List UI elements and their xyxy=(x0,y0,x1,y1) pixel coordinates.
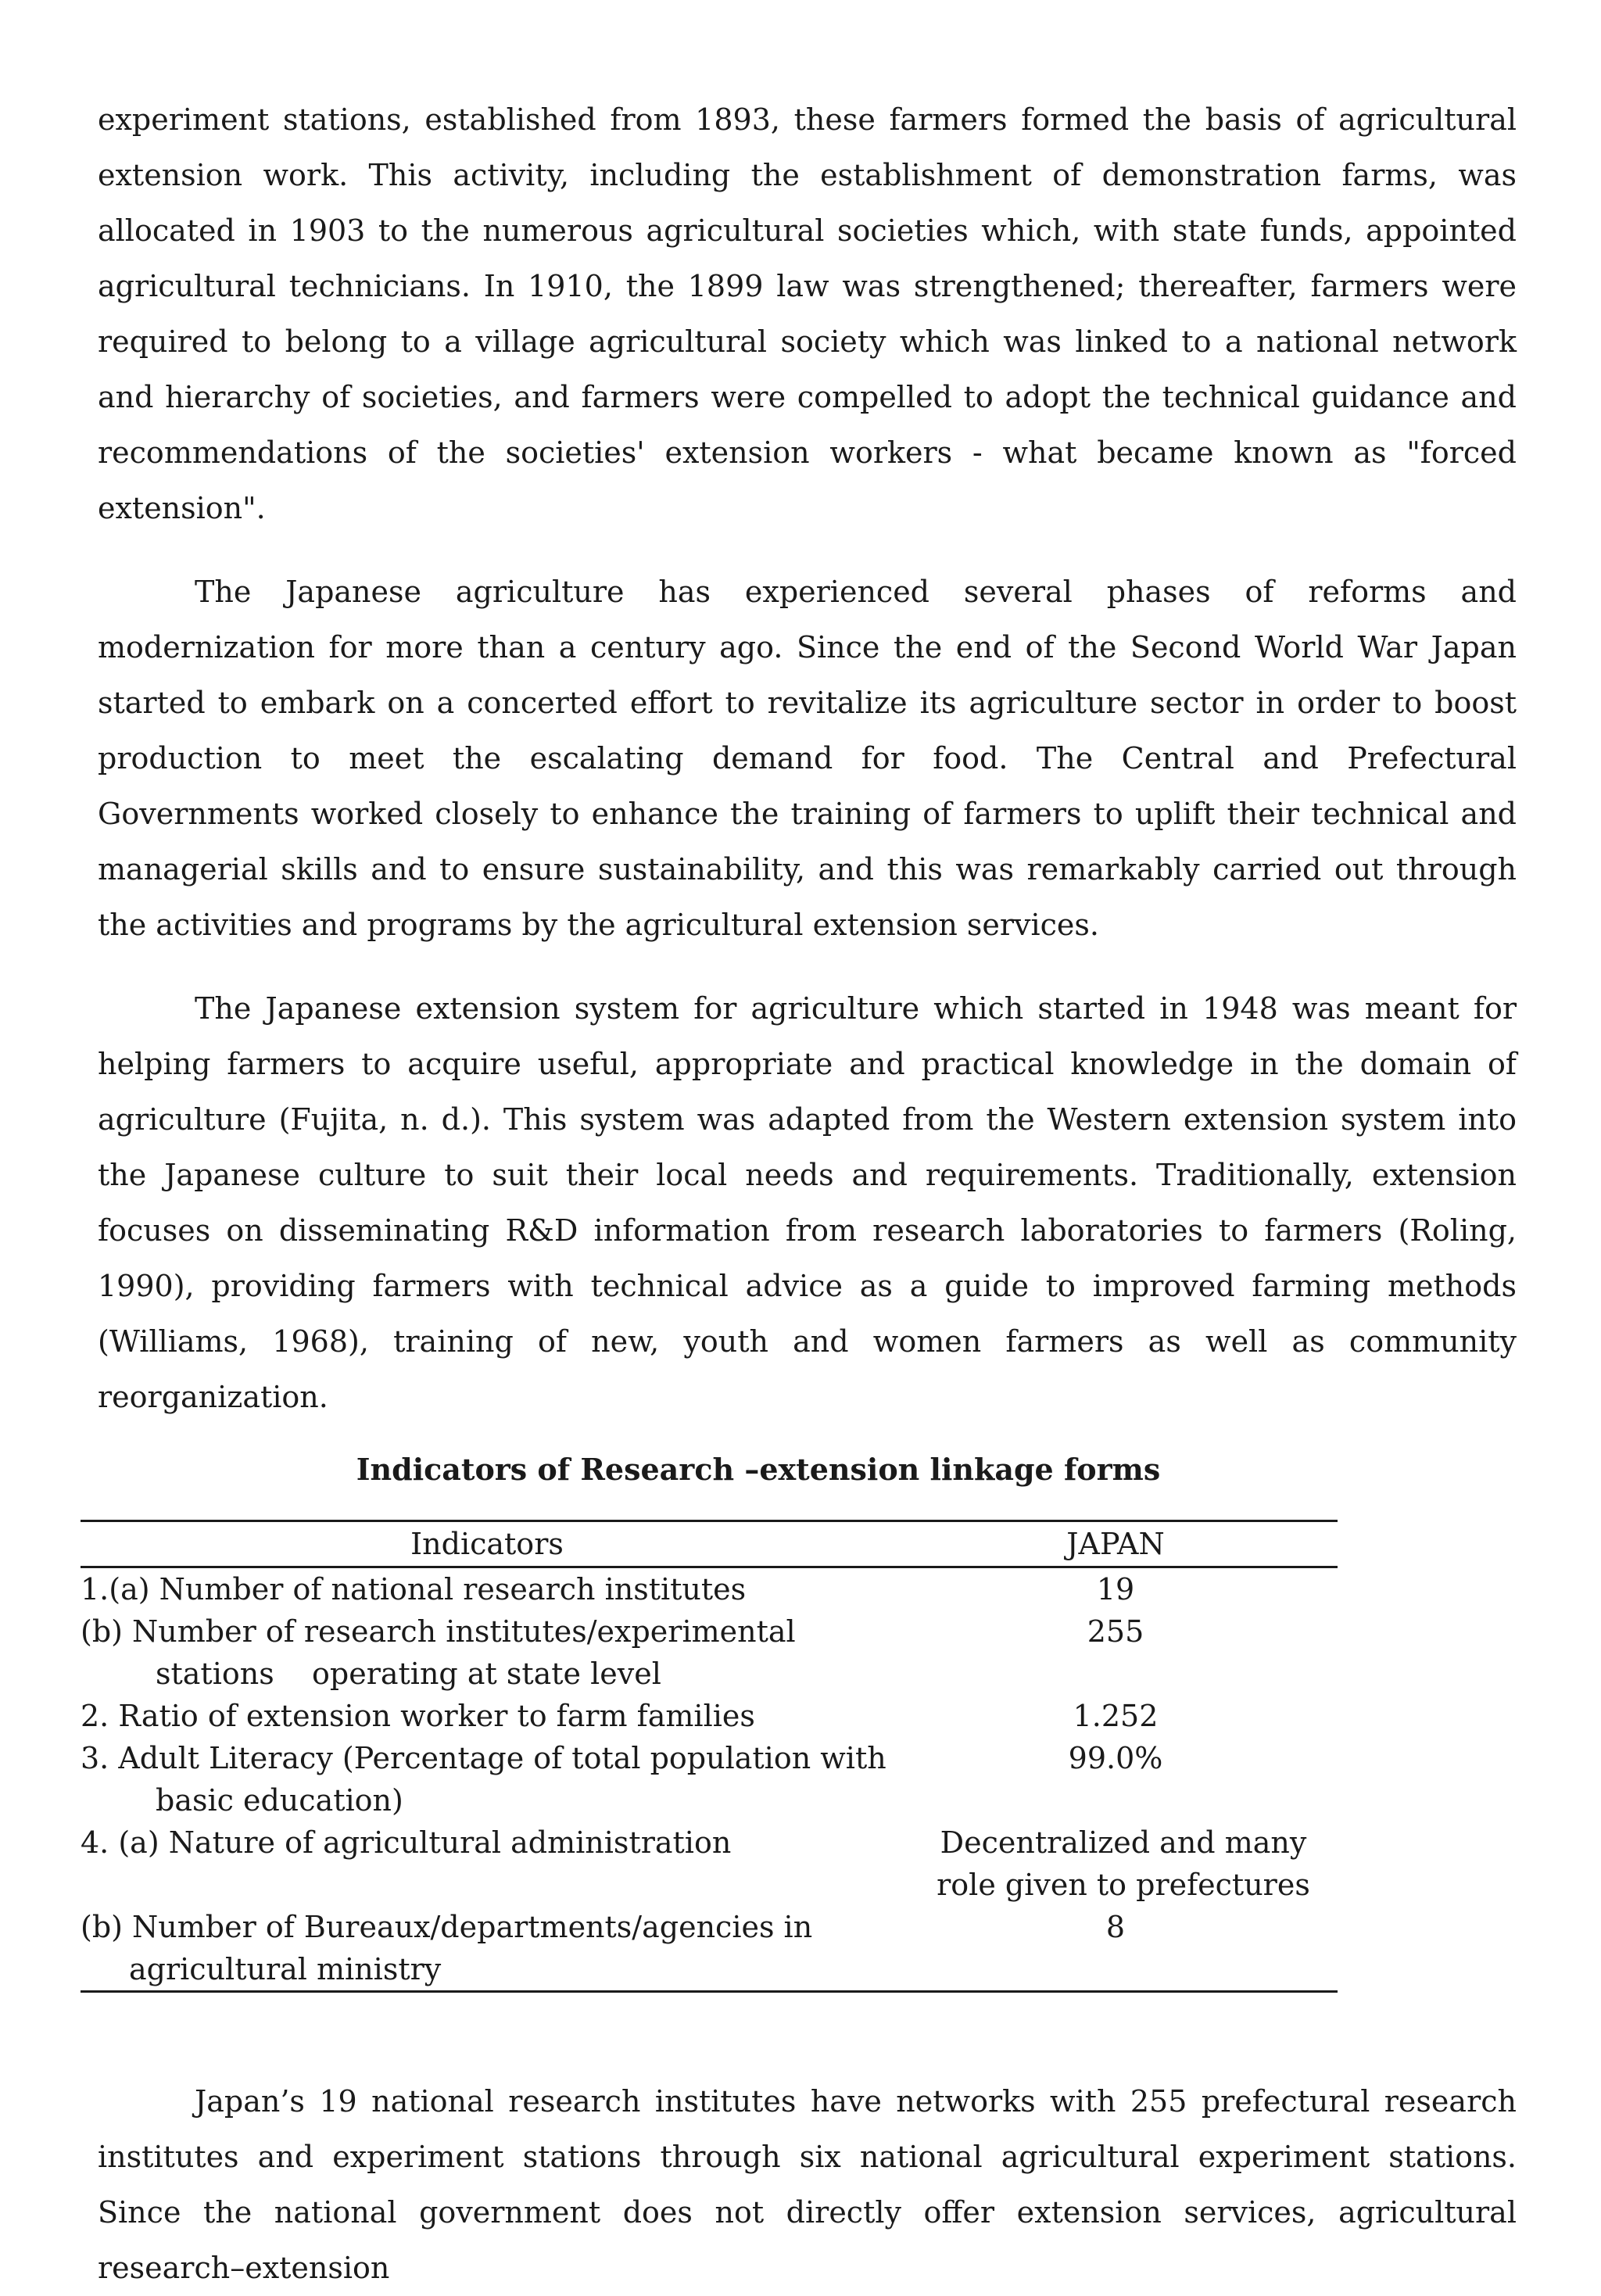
table-row xyxy=(81,1695,1338,1737)
row-4b-label xyxy=(81,1906,894,1992)
table-row xyxy=(81,1821,1338,1906)
table-title: Indicators of Research –extension linkage forms xyxy=(356,1452,1161,1487)
row-4b-value: 8 xyxy=(894,1906,1338,1992)
paragraph-2: The Japanese agriculture has experienced several phases of reforms and modernization for more than a century ago. Since the end of the Second World War Japan started to embark on a concerted effort to revitalize its agriculture sector in order to boost production to meet the escalating demand for food. The Central and Prefectural Governments worked closely to enhance the training of farmers to uplift their technical and managerial skills and to ensure sustainability, and this was remarkably carried out through the activities and programs by the agricultural extension services. xyxy=(98,575,1517,942)
row-1b-label-first: (b) Number of research institutes/experimental xyxy=(81,1614,796,1649)
paragraph-1: experiment stations, established from 1893, these farmers formed the basis of agricultural extension work. This activity, including the establishment of demonstration farms, was allocated in 1903 to the numerous agricultural societies which, with state funds, appointed agricultural technicians. In 1910, the 1899 law was strengthened; thereafter, farmers were required to belong to a village agricultural society which was linked to a national network and hierarchy of societies, and farmers were compelled to adopt the technical guidance and recommendations of the societies' extension workers - what became known as "forced extension". xyxy=(98,102,1517,525)
row-1b-label xyxy=(81,1610,894,1695)
document-page xyxy=(81,92,1517,2296)
row-3-value: 99.0% xyxy=(1068,1741,1163,1775)
row-4a-value: Decentralized and many role given to prefectures xyxy=(937,1825,1310,1902)
row-2-label xyxy=(81,1695,894,1737)
row-1a-label xyxy=(81,1567,894,1611)
row-4b-label-first: (b) Number of Bureaux/departments/agencies in xyxy=(81,1910,813,1944)
paragraph-4: Japan’s 19 national research institutes have networks with 255 prefectural research institutes and experiment stations through six national agricultural experiment stations. Since the national government does not directly offer extension services, agricultural research–extension xyxy=(98,2084,1517,2285)
header-japan: JAPAN xyxy=(894,1521,1338,1567)
row-3-label-first: 3. Adult Literacy (Percentage of total population with xyxy=(81,1741,886,1775)
table-row xyxy=(81,1567,1338,1611)
table-header-row xyxy=(81,1521,1338,1567)
indicators-table xyxy=(81,1520,1338,1993)
row-3-label-rest: basic education) xyxy=(156,1783,403,1818)
row-2-value: 1.252 xyxy=(1073,1699,1159,1733)
paragraph-3: The Japanese extension system for agriculture which started in 1948 was meant for helping farmers to acquire useful, appropriate and practical knowledge in the domain of agriculture (Fujita, n. d.). This system was adapted from the Western extension system into the Japanese culture to suit their local needs and requirements. Traditionally, extension focuses on disseminating R&D information from research laboratories to farmers (Roling, 1990), providing farmers with technical advice as a guide to improved farming methods (Williams, 1968), training of new, youth and women farmers as well as community reorganization. xyxy=(98,991,1517,1414)
row-2-label-text: 2. Ratio of extension worker to farm families xyxy=(81,1699,755,1733)
row-3-label xyxy=(81,1737,894,1821)
indicators-table-wrapper xyxy=(81,1520,1338,1993)
row-4a-label-text: 4. (a) Nature of agricultural administration xyxy=(81,1825,732,1860)
row-1a-value: 19 xyxy=(1096,1572,1135,1606)
header-indicators: Indicators xyxy=(81,1521,894,1567)
row-1b-value: 255 xyxy=(1087,1614,1144,1649)
table-row xyxy=(81,1610,1338,1695)
table-row xyxy=(81,1906,1338,1992)
row-1b-label-rest: stations operating at state level xyxy=(156,1657,661,1691)
row-4b-label-rest: agricultural ministry xyxy=(129,1952,442,1986)
row-1a-label-text: 1.(a) Number of national research institutes xyxy=(81,1572,747,1606)
table-row xyxy=(81,1737,1338,1821)
row-4a-label xyxy=(81,1821,894,1906)
